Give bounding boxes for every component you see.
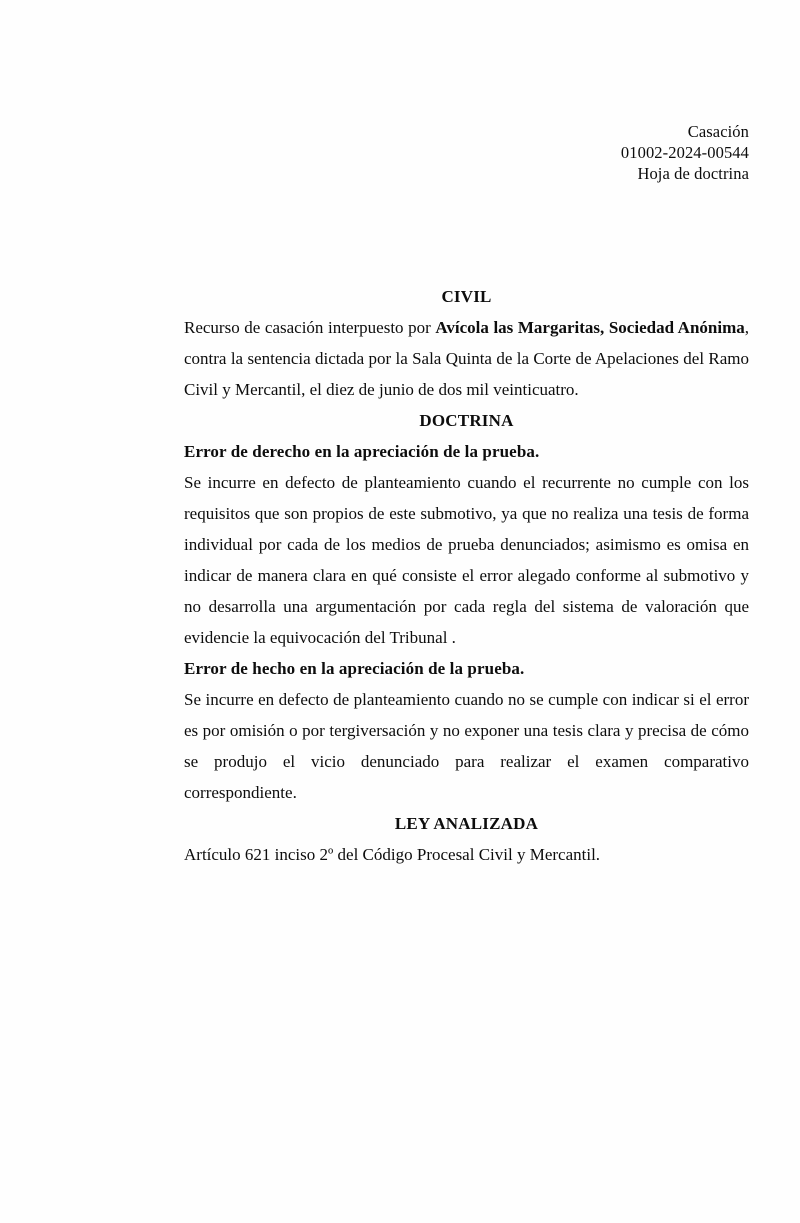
paragraph-intro [184, 312, 749, 405]
intro-text-before: Recurso de casación interpuesto por [184, 318, 436, 337]
doctrina-item-body-1: Se incurre en defecto de planteamiento cuando el recurrente no cumple con los requisitos que son propios de este submotivo, ya que no realiza una tesis de forma individual por cada de los medios de prueba denunciados; asimismo es omisa en indicar de manera clara en qué consiste el error alegado conforme al submotivo y no desarrolla una argumentación por cada regla del sistema de valoración que evidencie la equivocación del Tribunal . [184, 473, 749, 647]
doctrina-item-title-2: Error de hecho en la apreciación de la prueba. [184, 659, 525, 678]
document-header [184, 121, 749, 184]
header-case-type: Casación [687, 122, 749, 141]
header-case-number: 01002-2024-00544 [620, 143, 749, 162]
intro-party-name: Avícola las Margaritas, Sociedad Anónima [435, 318, 745, 337]
doctrina-item-title-1: Error de derecho en la apreciación de la prueba. [184, 442, 540, 461]
heading-ley-analizada: LEY ANALIZADA [394, 814, 539, 833]
paragraph-ley-analizada: Artículo 621 inciso 2º del Código Procesal Civil y Mercantil. [184, 845, 601, 864]
intro-text-after: , contra la sentencia dictada por la Sala Quinta de la Corte de Apelaciones del Ramo Civil y Mercantil, el diez de junio de dos mil veinticuatro. [184, 318, 749, 399]
header-sheet-type: Hoja de doctrina [637, 164, 749, 183]
doctrina-item-body-2: Se incurre en defecto de planteamiento cuando no se cumple con indicar si el error es por omisión o por tergiversación y no exponer una tesis clara y precisa de cómo se produjo el vicio denunciado para realizar el examen comparativo correspondiente. [184, 690, 749, 802]
heading-doctrina: DOCTRINA [419, 411, 514, 430]
document-body [184, 281, 749, 870]
heading-civil: CIVIL [441, 287, 492, 306]
